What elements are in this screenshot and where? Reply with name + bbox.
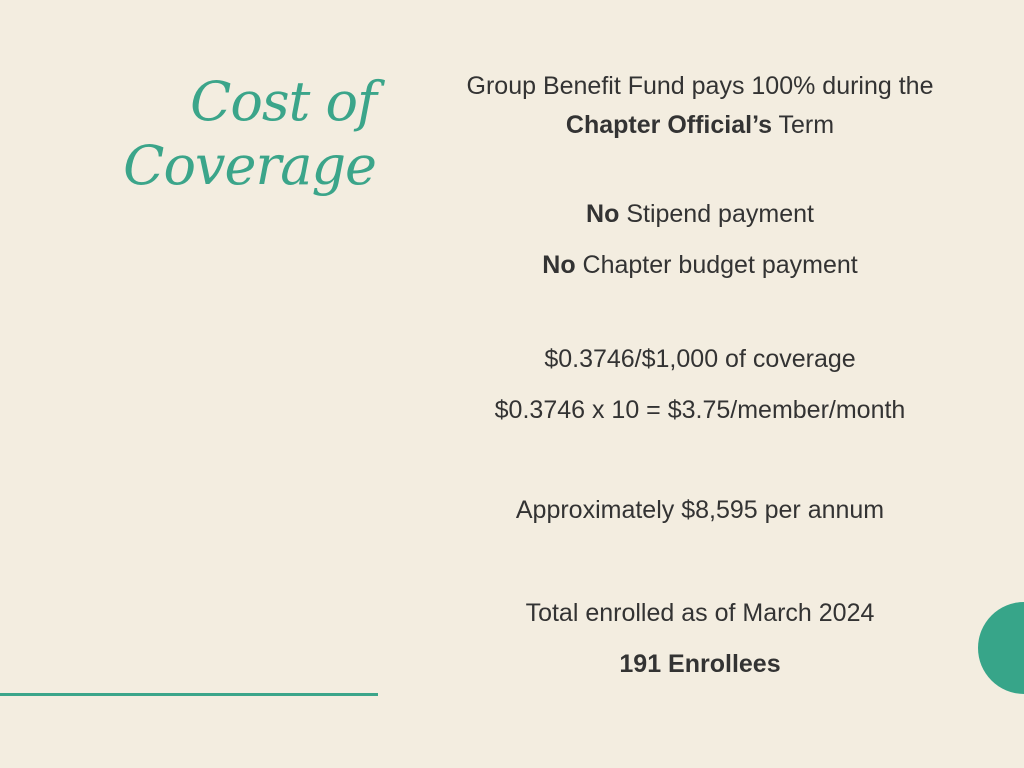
enrolled-line: Total enrolled as of March 2024 (525, 599, 875, 627)
annual-cost-line: Approximately $8,595 per annum (515, 496, 885, 524)
no-budget-bold: No (542, 251, 576, 279)
enrollees-count: 191 Enrollees (619, 650, 781, 678)
term-text: Term (772, 111, 835, 139)
calculation-line: $0.3746 x 10 = $3.75/member/month (494, 396, 906, 424)
accent-circle-decoration (978, 602, 1024, 694)
accent-divider (0, 693, 378, 696)
chapter-official-text: Chapter Official’s (565, 111, 772, 139)
fund-statement-line: Group Benefit Fund pays 100% during the (466, 72, 934, 100)
no-budget-text: Chapter budget payment (575, 251, 858, 279)
term-statement-line (440, 111, 960, 140)
title-line-1: Cost of (190, 70, 376, 133)
slide-title (36, 70, 376, 198)
no-stipend-text: Stipend payment (619, 200, 814, 228)
no-stipend-line (440, 200, 960, 229)
no-stipend-bold: No (586, 200, 620, 228)
no-budget-line (440, 251, 960, 280)
rate-line: $0.3746/$1,000 of coverage (544, 345, 856, 373)
title-line-2: Coverage (123, 134, 376, 197)
